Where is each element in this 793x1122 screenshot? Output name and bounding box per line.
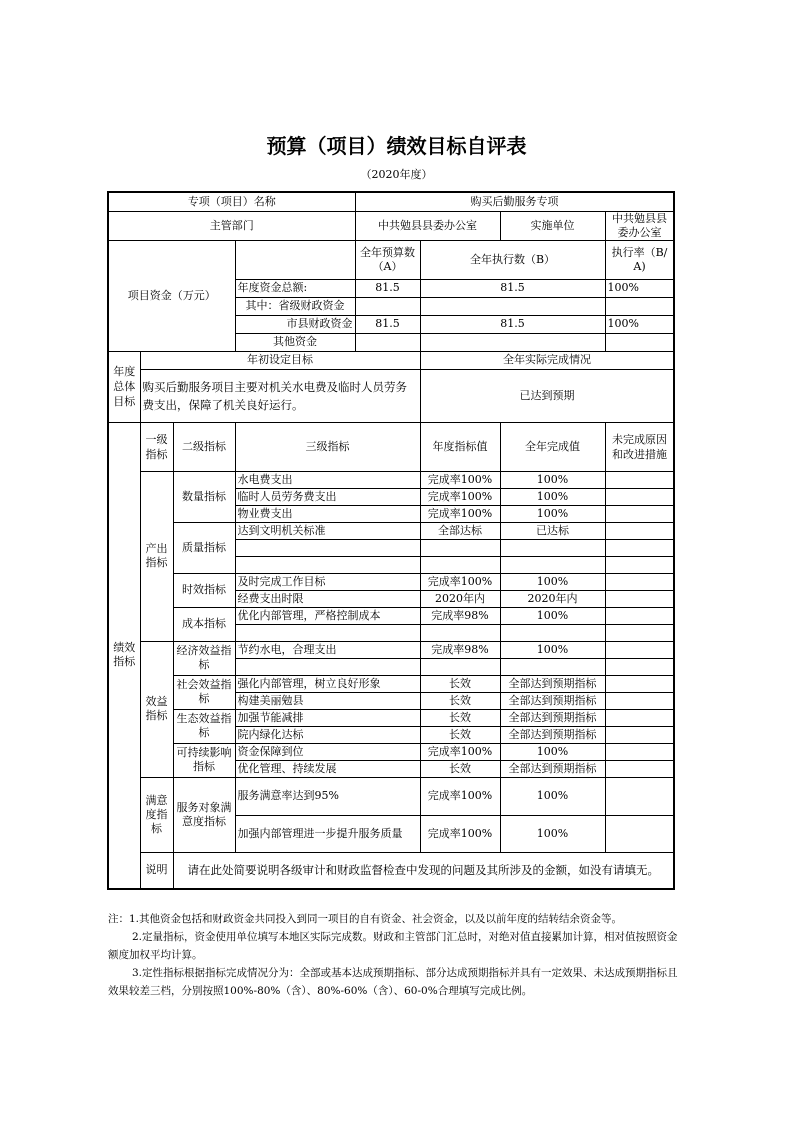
indicator-done [500,624,605,641]
footnote-3: 3.定性指标根据指标完成情况分为：全部或基本达成预期指标、部分达成预期指标并具有一定效果、未达成预期指标且效果较差三档，分别按照100%-80%（含）、80%-60%（含）、60-0%合理填写完成比例。 [108,967,678,997]
indicator-done: 全部达到预期指标 [500,709,605,726]
indicator-reason [605,709,674,726]
indicator-reason [605,760,674,777]
group-econ: 经济效益指标 [173,641,235,675]
group-qty: 数量指标 [173,471,235,522]
indicator-reason [605,777,674,815]
indicator-reason [605,505,674,522]
indicator-reason [605,641,674,658]
indicator-target: 长效 [420,726,500,743]
indicator-done: 100% [500,505,605,522]
overall-col-actual: 全年实际完成情况 [420,351,674,369]
indicator-target: 完成率100% [420,488,500,505]
funds-row-budget: 81.5 [355,315,420,333]
overall-set-text: 购买后勤服务项目主要对机关水电费及临时人员劳务费支出，保障了机关良好运行。 [140,369,420,422]
indicator-reason [605,590,674,607]
indicator-name: 构建美丽勉县 [235,692,420,709]
funds-blank-header [235,240,355,279]
indicator-done: 100% [500,743,605,760]
funds-col-exec: 全年执行数（B） [420,240,605,279]
indicator-done: 全部达到预期指标 [500,675,605,692]
funds-row-exec: 81.5 [420,279,605,297]
indicator-reason [605,471,674,488]
funds-row-rate [605,333,674,351]
h-target: 年度指标值 [420,422,500,471]
funds-row-name: 其他资金 [235,333,355,351]
indicator-name: 物业费支出 [235,505,420,522]
indicator-name [235,556,420,573]
indicator-name [235,624,420,641]
funds-label: 项目资金（万元） [108,240,235,351]
project-name-label: 专项（项目）名称 [108,192,355,211]
remark-text: 请在此处简要说明各级审计和财政监督检查中发现的问题及其所涉及的金额，如没有请填无。 [173,852,674,889]
indicator-reason [605,692,674,709]
indicator-done: 100% [500,607,605,624]
funds-row-rate: 100% [605,315,674,333]
funds-row-rate: 100% [605,279,674,297]
group-time: 时效指标 [173,573,235,607]
indicator-target [420,539,500,556]
indicator-done: 已达标 [500,522,605,539]
overall-actual-text: 已达到预期 [420,369,674,422]
indicator-name: 服务满意率达到95% [235,777,420,815]
indicator-done: 100% [500,573,605,590]
indicator-reason [605,607,674,624]
indicator-target: 完成率100% [420,743,500,760]
indicator-reason [605,726,674,743]
indicator-name: 加强内部管理进一步提升服务质量 [235,815,420,852]
indicator-done: 全部达到预期指标 [500,760,605,777]
indicator-target: 完成率100% [420,471,500,488]
footnote-2: 2.定量指标，资金使用单位填写本地区实际完成数。财政和主管部门汇总时，对绝对值直接累加计算，相对值按照资金额度加权平均计算。 [108,931,678,961]
indicator-name [235,658,420,675]
project-name-value: 购买后勤服务专项 [355,192,674,211]
dept-label: 主管部门 [108,211,355,240]
indicator-done: 100% [500,641,605,658]
indicator-target: 完成率100% [420,573,500,590]
h-level2: 二级指标 [173,422,235,471]
indicator-done: 100% [500,471,605,488]
h-reason: 未完成原因和改进措施 [605,422,674,471]
indicator-reason [605,658,674,675]
indicator-done: 100% [500,815,605,852]
overall-col-set: 年初设定目标 [140,351,420,369]
indicator-done: 100% [500,488,605,505]
h-level1: 一级指标 [140,422,173,471]
indicator-name: 院内绿化达标 [235,726,420,743]
group-satis: 服务对象满意度指标 [173,777,235,852]
indicator-target: 完成率98% [420,607,500,624]
group-sustain: 可持续影响指标 [173,743,235,777]
footnotes [108,910,683,1000]
indicator-name: 优化管理、持续发展 [235,760,420,777]
funds-row-exec: 81.5 [420,315,605,333]
indicator-name: 节约水电，合理支出 [235,641,420,658]
funds-row-budget: 81.5 [355,279,420,297]
funds-col-rate: 执行率（B/A) [605,240,674,279]
indicator-target [420,624,500,641]
indicator-name: 水电费支出 [235,471,420,488]
funds-row-budget [355,297,420,315]
funds-row-name: 年度资金总额: [235,279,355,297]
indicator-name: 资金保障到位 [235,743,420,760]
indicator-name: 临时人员劳务费支出 [235,488,420,505]
impl-value: 中共勉县县委办公室 [605,211,674,240]
indicator-reason [605,556,674,573]
evaluation-table [107,191,675,890]
indicator-reason [605,539,674,556]
funds-row-exec [420,333,605,351]
indicators-label: 绩效指标 [108,422,140,889]
indicator-reason [605,743,674,760]
footnote-1: 注：1.其他资金包括和财政资金共同投入到同一项目的自有资金、社会资金，以及以前年度的结转结余资金等。 [108,913,623,925]
indicator-done [500,658,605,675]
indicator-done [500,556,605,573]
indicator-target: 完成率100% [420,815,500,852]
indicator-reason [605,573,674,590]
indicator-done: 全部达到预期指标 [500,726,605,743]
indicator-name: 经费支出时限 [235,590,420,607]
indicator-name: 达到文明机关标准 [235,522,420,539]
indicator-done: 2020年内 [500,590,605,607]
page-title: 预算（项目）绩效目标自评表 [266,134,527,158]
indicator-target: 全部达标 [420,522,500,539]
indicator-target: 完成率100% [420,505,500,522]
indicator-reason [605,488,674,505]
indicator-reason [605,815,674,852]
indicator-target: 长效 [420,675,500,692]
indicator-name: 及时完成工作目标 [235,573,420,590]
indicator-name [235,539,420,556]
page-subtitle: （2020年度） [360,168,433,181]
group-social: 社会效益指标 [173,675,235,709]
indicator-target: 长效 [420,692,500,709]
indicator-done: 100% [500,777,605,815]
indicator-done [500,539,605,556]
satisfaction-indicators-label: 满意度指标 [140,777,173,852]
dept-value: 中共勉县县委办公室 [355,211,500,240]
indicator-target: 2020年内 [420,590,500,607]
funds-row-exec [420,297,605,315]
indicator-target: 完成率100% [420,777,500,815]
indicator-name: 优化内部管理，严格控制成本 [235,607,420,624]
output-indicators-label: 产出指标 [140,471,173,641]
funds-row-name: 其中：省级财政资金 [235,297,355,315]
indicator-target [420,658,500,675]
indicator-done: 全部达到预期指标 [500,692,605,709]
group-quality: 质量指标 [173,522,235,573]
h-level3: 三级指标 [235,422,420,471]
funds-col-budget: 全年预算数（A） [355,240,420,279]
indicator-target: 长效 [420,760,500,777]
indicator-target: 完成率98% [420,641,500,658]
remark-label: 说明 [140,852,173,889]
benefit-indicators-label: 效益指标 [140,641,173,777]
group-eco: 生态效益指标 [173,709,235,743]
funds-row-rate [605,297,674,315]
impl-label: 实施单位 [500,211,605,240]
indicator-reason [605,675,674,692]
h-done: 全年完成值 [500,422,605,471]
indicator-name: 加强节能减排 [235,709,420,726]
overall-goal-label: 年度总体目标 [108,351,140,422]
funds-row-budget [355,333,420,351]
indicator-target: 长效 [420,709,500,726]
group-cost: 成本指标 [173,607,235,641]
indicator-reason [605,624,674,641]
funds-row-name: 市县财政资金 [235,315,355,333]
indicator-target [420,556,500,573]
indicator-reason [605,522,674,539]
indicator-name: 强化内部管理，树立良好形象 [235,675,420,692]
